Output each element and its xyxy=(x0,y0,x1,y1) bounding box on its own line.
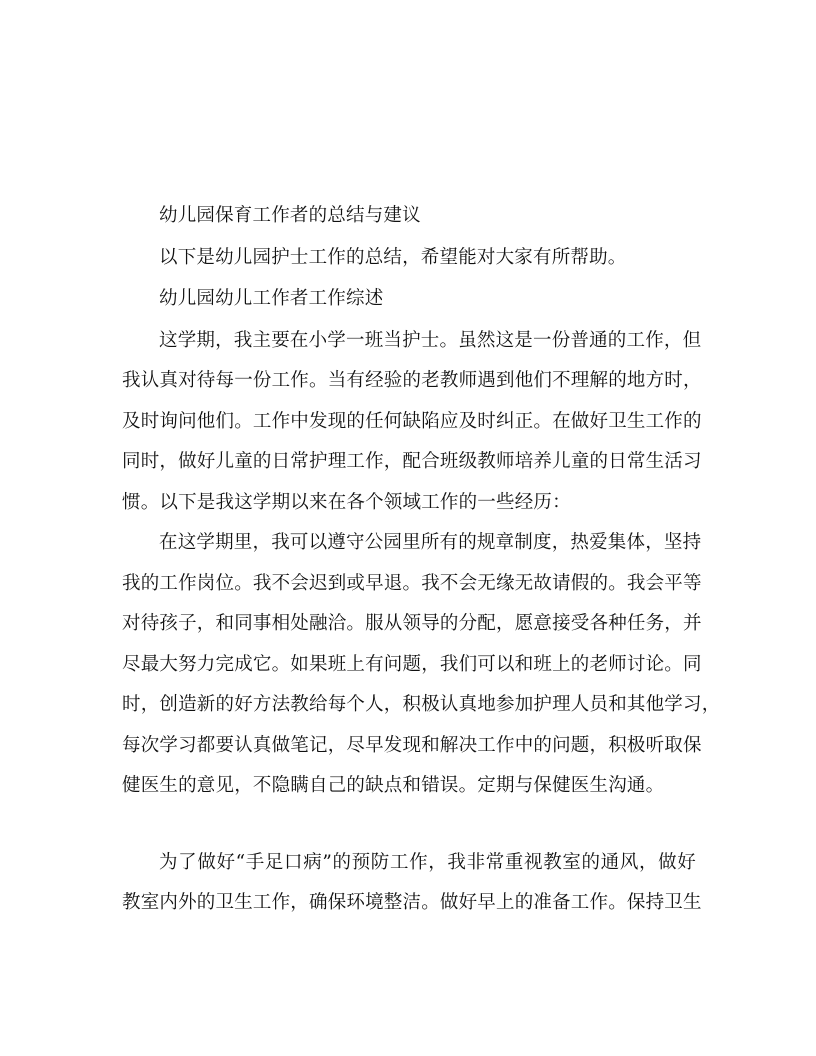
paragraph-line: 我的工作岗位。我不会迟到或早退。我不会无缘无故请假的。我会平等 xyxy=(122,572,702,594)
paragraph-line: 这学期，我主要在小学一班当护士。虽然这是一份普通的工作，但 xyxy=(159,329,702,351)
paragraph-line: 健医生的意见，不隐瞒自己的缺点和错误。定期与保健医生沟通。 xyxy=(122,775,665,796)
paragraph-2 xyxy=(122,527,721,802)
document-subtitle: 幼儿园幼儿工作者工作综述 xyxy=(159,288,384,309)
paragraph-line: 同时，做好儿童的日常护理工作，配合班级教师培养儿童的日常生活习 xyxy=(122,451,702,472)
paragraph-line: 为了做好“手足口病”的预防工作，我非常重视教室的通风，做好 xyxy=(159,851,696,873)
paragraph-line: 教室内外的卫生工作，确保环境整洁。做好早上的准备工作。保持卫生 xyxy=(122,892,702,913)
paragraph-line: 及时询问他们。工作中发现的任何缺陷应及时纠正。在做好卫生工作的 xyxy=(122,410,702,432)
paragraph-3 xyxy=(122,847,702,919)
paragraph-line: 每次学习都要认真做笔记，尽早发现和解决工作中的问题，积极听取保 xyxy=(122,734,702,756)
document-intro: 以下是幼儿园护士工作的总结，希望能对大家有所帮助。 xyxy=(159,246,627,268)
document-body xyxy=(122,200,721,928)
paragraph-1 xyxy=(122,325,702,519)
paragraph-line: 在这学期里，我可以遵守公园里所有的规章制度，热爱集体，坚持 xyxy=(159,532,702,553)
paragraph-line: 尽最大努力完成它。如果班上有问题，我们可以和班上的老师讨论。同 xyxy=(122,653,702,675)
paragraph-line: 时，创造新的好方法教给每个人，积极认真地参加护理人员和其他学习， xyxy=(122,694,721,715)
paragraph-spacer xyxy=(122,811,696,847)
paragraph-line: 惯。以下是我这学期以来在各个领域工作的一些经历： xyxy=(122,491,571,513)
document-title: 幼儿园保育工作者的总结与建议 xyxy=(159,205,421,226)
paragraph-line: 我认真对待每一份工作。当有经验的老教师遇到他们不理解的地方时， xyxy=(122,370,702,391)
paragraph-line: 对待孩子，和同事相处融洽。服从领导的分配，愿意接受各种任务，并 xyxy=(122,613,702,634)
